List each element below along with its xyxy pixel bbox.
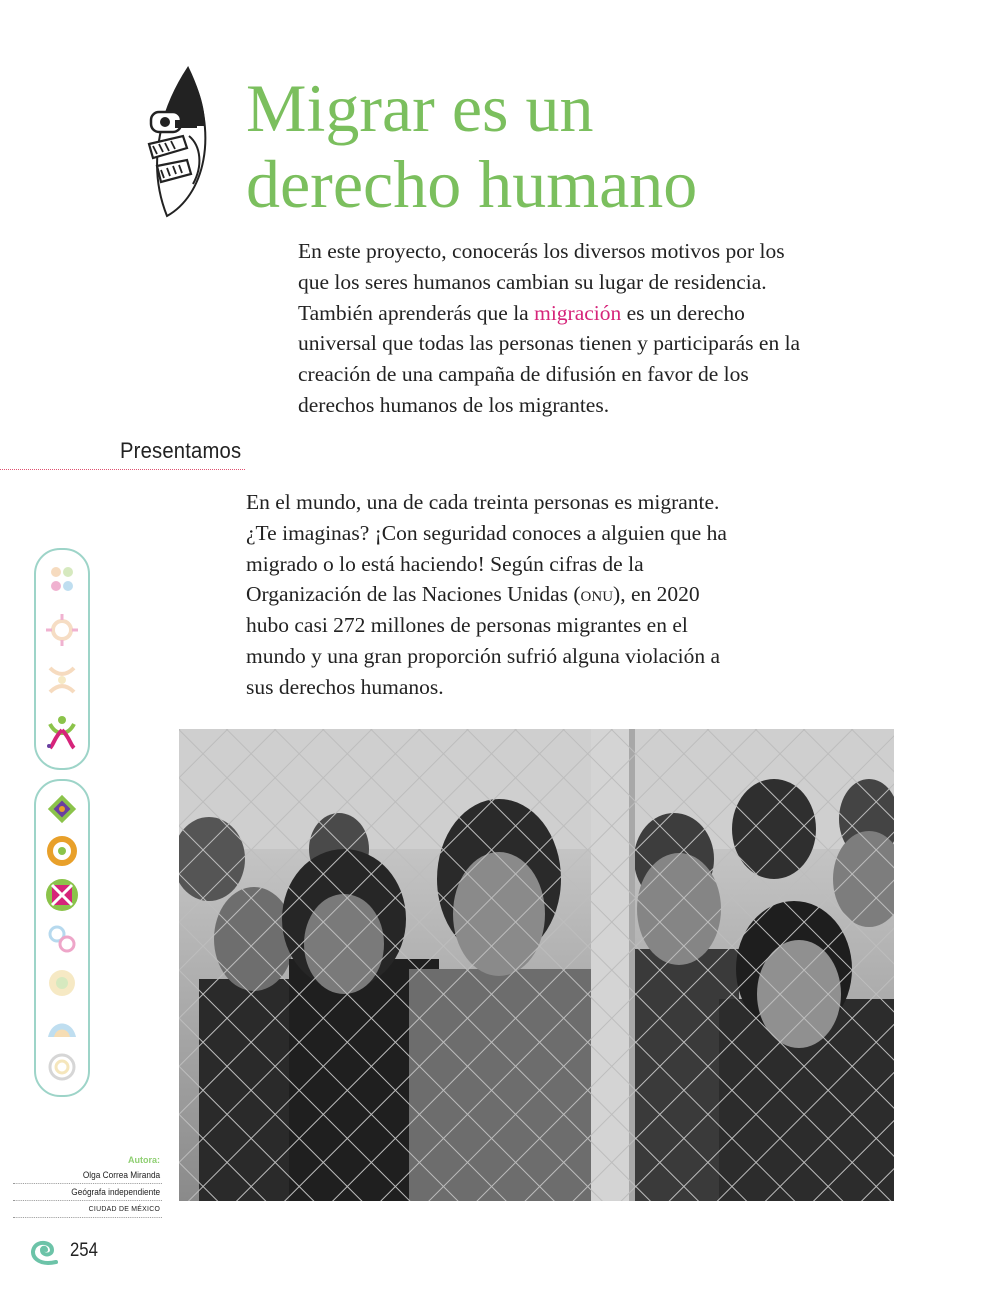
acronym: onu xyxy=(580,582,614,607)
title-line-1: Migrar es un xyxy=(246,70,594,146)
sun-icon[interactable] xyxy=(44,612,80,648)
section-divider xyxy=(0,469,245,470)
page-title xyxy=(246,70,886,222)
flower-icon[interactable] xyxy=(44,562,80,598)
campo-formativo-bar-top xyxy=(34,548,90,770)
body-text-start: En el mundo, una de cada treinta personas es migrante. ¿Te imaginas? ¡Con seguridad conoces a alguien que ha migrado o lo está haciendo! Según cifras de la Organización de las Naciones Unidas ( xyxy=(246,490,727,607)
ejes-articuladores-bar xyxy=(34,779,90,1097)
star-square-icon[interactable] xyxy=(44,877,80,913)
intro-text-start: En este proyecto, conocerás los diversos motivos por los que los seres humanos cambian su lugar de residencia. También aprenderás que la xyxy=(298,239,785,325)
wheel-icon[interactable] xyxy=(44,965,80,1001)
spiral-icon xyxy=(28,1236,60,1268)
author-name: Olga Correa Miranda xyxy=(13,1167,162,1184)
intro-paragraph xyxy=(298,236,818,421)
migrants-fence-photo xyxy=(179,729,894,1201)
body-paragraph xyxy=(246,487,736,703)
body-text-end: ), en 2020 hubo casi 272 millones de personas migrantes en el mundo y una gran proporción sufrió alguna violación a sus derechos humanos. xyxy=(246,582,721,699)
diamond-icon[interactable] xyxy=(44,791,80,827)
author-role: Geógrafa independiente xyxy=(13,1184,162,1201)
circle-icon[interactable] xyxy=(44,1049,80,1085)
ring-icon[interactable] xyxy=(44,833,80,869)
hands-icon[interactable] xyxy=(44,662,80,698)
author-credit xyxy=(0,1153,162,1218)
intro-text-end: es un derecho universal que todas las personas tienen y participarás en la creación de una campaña de difusión en favor de los derechos humanos de los migrantes. xyxy=(298,300,801,417)
aztec-mask-icon xyxy=(143,66,217,218)
author-city: CIUDAD DE MÉXICO xyxy=(13,1201,162,1218)
author-label: Autora: xyxy=(128,1155,160,1165)
chain-icon[interactable] xyxy=(44,921,80,957)
person-icon[interactable] xyxy=(44,714,80,750)
photo-illustration xyxy=(179,729,894,1201)
section-heading: Presentamos xyxy=(120,438,242,463)
page-number: 254 xyxy=(70,1240,98,1261)
glossary-keyword[interactable]: migración xyxy=(534,300,622,325)
shell-icon[interactable] xyxy=(44,1009,80,1045)
title-line-2: derecho humano xyxy=(246,146,698,222)
